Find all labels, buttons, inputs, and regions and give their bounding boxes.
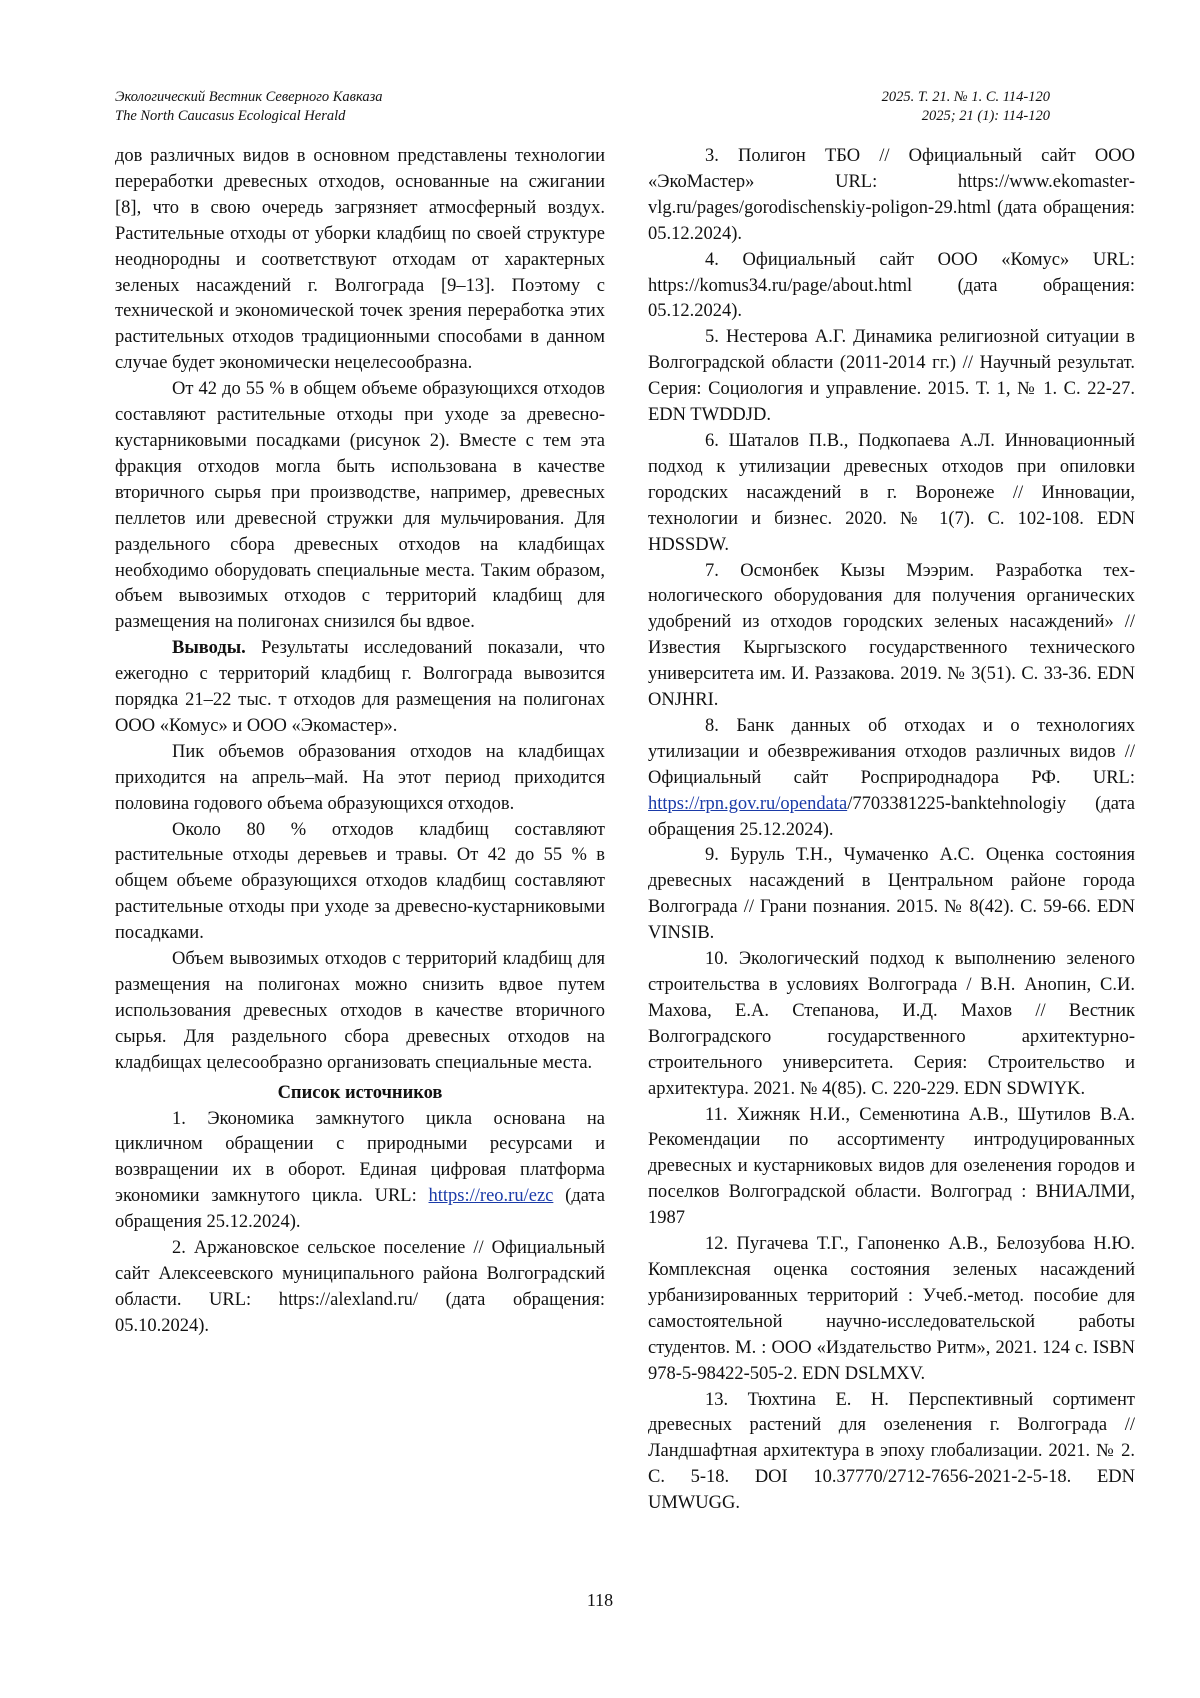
reference-item: 2. Аржановское сельское поселение // Официальный сайт Алексеевского муниципального района Волгоградский области. URL: https://alexland.ru/ (дата обращения: 05.10.2024). bbox=[115, 1238, 605, 1336]
reference-text: (дата обращения 25.12.2024). bbox=[115, 1186, 605, 1233]
reference-item: 7. Осмонбек Кызы Мээрим. Разработка технологического оборудования для получения органических удобрений из отходов городских зеленых насаждений» // Известия Кыргызского государственного технического университета им. И. Раззакова. 2019. № 3(51). С. 33-36. EDN ONJHRI. bbox=[648, 560, 1135, 711]
body-paragraph: Пик объемов образования отходов на кладбищах приходится на апрель–май. На этот период приходится половина годового объема образующихся отходов. bbox=[115, 741, 605, 814]
reference-item: 6. Шаталов П.В., Подкопаева А.Л. Инновационный подход к утилизации древесных отходов при опиловки городских насаждений в г. Воронеже // Инновации, технологии и бизнес. 2020. № 1(7). С. 102-108. EDN HDSSDW. bbox=[648, 430, 1135, 555]
body-paragraph: дов различных видов в основном представлены технологии переработки древесных отходов, основанные на сжигании [8], что в свою очередь загрязняет атмосферный воздух. Растительные отходы от уборки кладбищ по своей структуре неоднородны и соответствуют отходам от характерных зеленых насаждений г. Волгограда [9–13]. Поэтому с технической и экономической точек зрения переработка этих растительных отходов традиционными способами в данном случае будет экономически нецелесообразна. bbox=[115, 146, 605, 374]
reference-item: 9. Буруль Т.Н., Чумаченко А.С. Оценка состояния древесных насаждений в Центральном районе города Волгограда // Грани познания. 2015. № 8(42). С. 59-66. EDN VINSIB. bbox=[648, 845, 1135, 944]
journal-title-en: The North Caucasus Ecological Herald bbox=[115, 108, 346, 124]
conclusions-paragraph bbox=[115, 636, 605, 740]
reference-item bbox=[115, 1107, 605, 1237]
reference-item: 3. Полигон ТБО // Официальный сайт ООО «ЭкоМастер» URL: https://www.ekomastervlg.ru/pages/gorodischenskiy-poligon-29.html (дата обращения: 05.12.2024). bbox=[648, 146, 1135, 244]
reference-text: 8. Банк данных об отходах и о технологиях утилизации и обезвреживания отходов различных видов // Официальный сайт Росприроднадора РФ. URL: bbox=[648, 715, 1135, 788]
body-paragraph: Около 80 % отходов кладбищ составляют растительные отходы деревьев и травы. От 42 до 55 % в общем объеме образующихся отходов кладбищ составляют растительные отходы при уходе за древесно-кустарниковыми посадками. bbox=[115, 819, 605, 944]
reference-text: 1. Экономика замкнутого цикла основана на цикличном обращении с природными ресурсами и возвращении их в оборот. Единая цифровая платформа экономики замкнутого цикла. URL: bbox=[115, 1108, 605, 1207]
body-paragraph: Объем вывозимых отходов с территорий кладбищ для размещения на полигонах можно снизить вдвое путем использования древесных отходов в качестве вторичного сырья. Для раздельного сбора древесных отходов на кладбищах целесообразно организовать специальные места. bbox=[115, 949, 605, 1073]
reference-item: 4. Официальный сайт ООО «Комус» URL: https://komus34.ru/page/about.html (дата обращения: 05.12.2024). bbox=[648, 249, 1135, 322]
conclusions-label: Выводы. bbox=[172, 638, 246, 659]
reference-item: 13. Тюхтина Е. Н. Перспективный сортимент древесных растений для озеленения г. Волгограда // Ландшафтная архитектура в эпоху глобализации. 2021. № 2. С. 5-18. DOI 10.37770/2712-7656-2021-2-5-18. EDN UMWUGG. bbox=[648, 1389, 1135, 1514]
left-column bbox=[115, 144, 605, 1340]
reference-item: 12. Пугачева Т.Г., Гапоненко А.В., Белозубова Н.Ю. Комплексная оценка состояния зеленых насаждений урбанизированных территорий : Учеб.-метод. пособие для самостоятельной научно-исследовательской работы студентов. М. : ООО «Издательство Ритм», 2021. 124 с. ISBN 978-5-98422-505-2. EDN DSLMXV. bbox=[648, 1234, 1135, 1384]
reference-link[interactable]: https://rpn.gov.ru/opendata bbox=[648, 793, 848, 814]
body-paragraph: От 42 до 55 % в общем объеме образующихся отходов составляют растительные отходы при уходе за древесно-кустарниковыми посадками (рисунок 2). Вместе с тем эта фракция отходов могла быть использована в качестве вторичного сырья при производстве, например, древесных пеллетов или древесной стружки для мульчирования. Для раздельного сбора древесных отходов на кладбищах необходимо оборудовать специальные места. Таким образом, объем вывозимых отходов с территорий кладбищ для размещения на полигонах снизился бы вдвое. bbox=[115, 379, 605, 633]
reference-item bbox=[648, 714, 1135, 844]
journal-title-ru: Экологический Вестник Северного Кавказа bbox=[115, 89, 383, 105]
citation-ru: 2025. Т. 21. № 1. С. 114-120 bbox=[881, 89, 1050, 105]
running-header bbox=[115, 88, 1050, 126]
reference-link[interactable]: https://reo.ru/ezc bbox=[428, 1186, 554, 1207]
page-number: 118 bbox=[586, 1590, 614, 1610]
reference-item: 5. Нестерова А.Г. Динамика религиозной ситуации в Волгоградской области (2011-2014 гг.) // Научный результат. Серия: Социология и управление. 2015. Т. 1, № 1. С. 22-27. EDN TWDDJD. bbox=[648, 327, 1135, 426]
reference-text: /7703381225-banktehnologiy (дата обращения 25.12.2024). bbox=[648, 793, 1135, 840]
references-title: Список источников bbox=[277, 1082, 443, 1103]
reference-item: 10. Экологический подход к выполнению зеленого строительства в условиях Волгограда / В.Н. Анопин, С.И. Махова, Е.А. Степанова, И.Д. Махов // Вестник Волгоградского государственного архитектурно-строительного университета. Серия: Строительство и архитектура. 2021. № 4(85). С. 220-229. EDN SDWIYK. bbox=[648, 949, 1135, 1099]
citation-en: 2025; 21 (1): 114-120 bbox=[921, 108, 1050, 124]
conclusions-text: Результаты исследований показали, что ежегодно с территорий кладбищ г. Волгограда вывозится порядка 21–22 тыс. т отходов для размещения на полигонах ООО «Комус» и ООО «Экомастер». bbox=[115, 638, 605, 736]
reference-item: 11. Хижняк Н.И., Семенютина А.В., Шутилов В.А. Рекомендации по ассортименту интродуцированных древесных и кустарниковых видов для озеленения городов и поселков Волгоградской области. Волгоград : ВНИАЛМИ, 1987 bbox=[648, 1104, 1135, 1229]
right-column bbox=[648, 144, 1135, 1517]
